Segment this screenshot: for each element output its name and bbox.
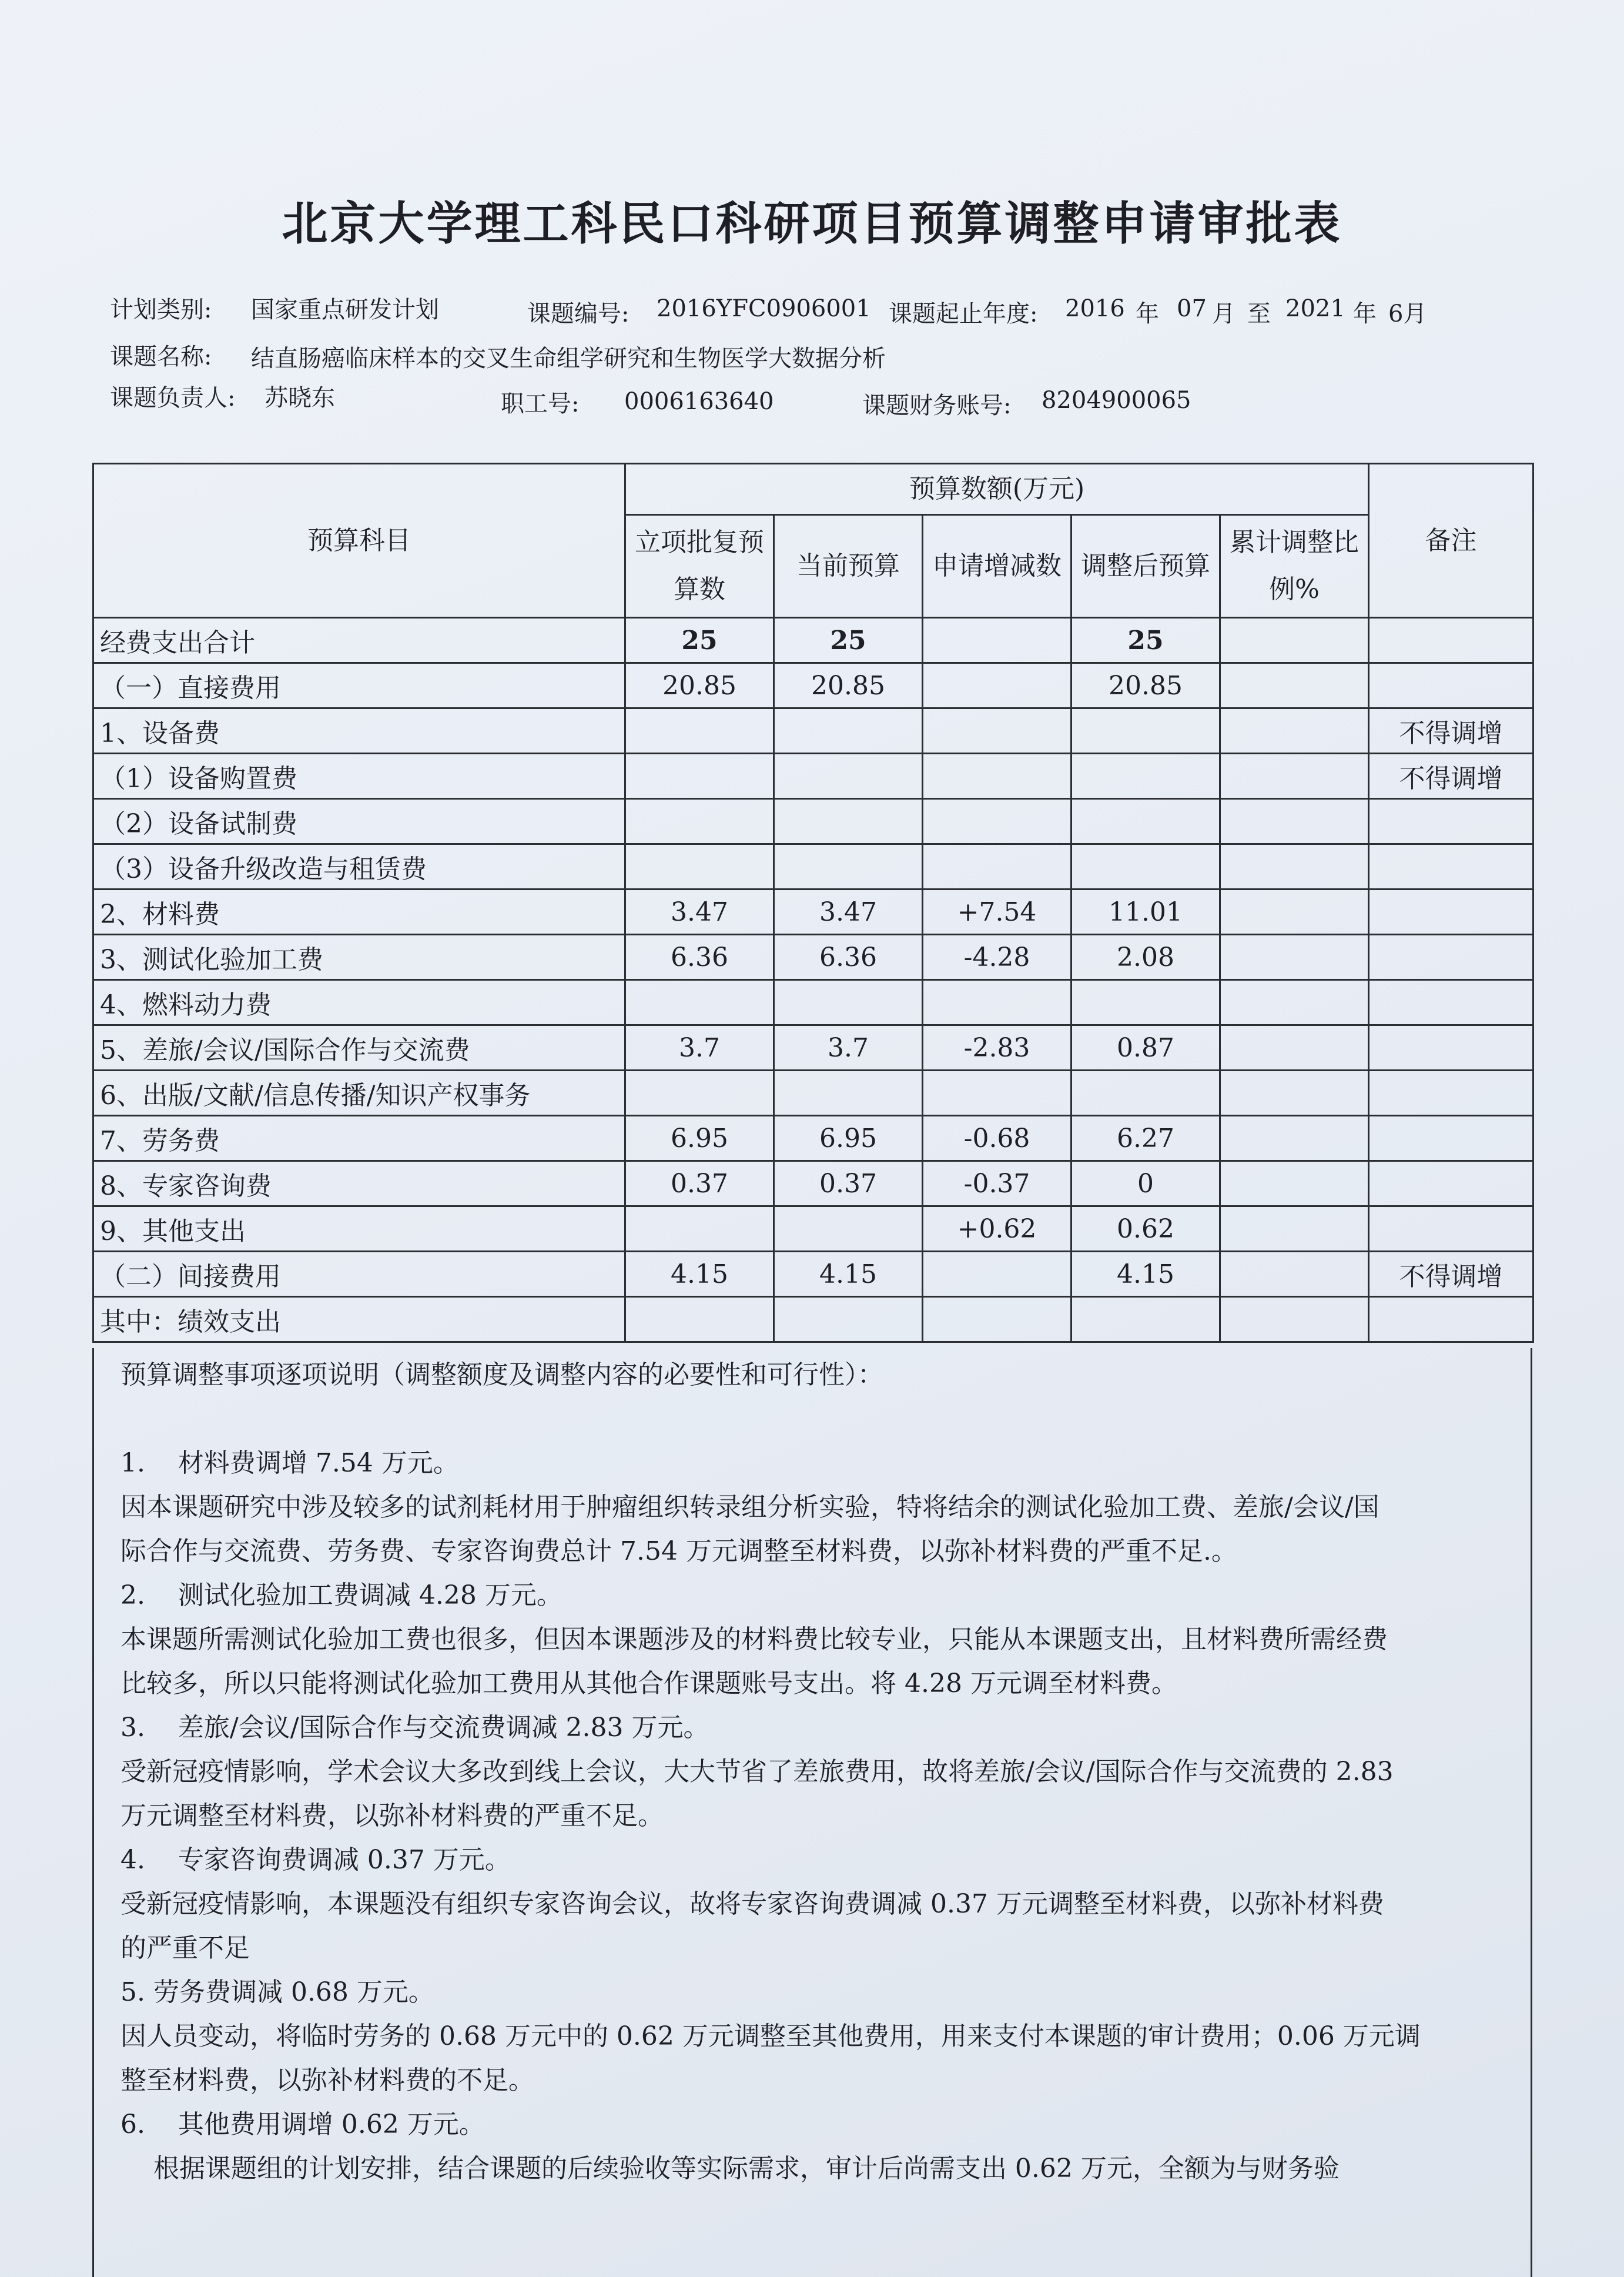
cell-change: -0.37 bbox=[923, 1161, 1071, 1206]
cell-adjusted: 20.85 bbox=[1071, 663, 1220, 708]
cell-adjusted: 6.27 bbox=[1071, 1116, 1220, 1161]
cell-approved bbox=[625, 799, 774, 844]
cell-current bbox=[774, 1297, 923, 1342]
cell-approved bbox=[625, 708, 774, 754]
cell-approved bbox=[625, 1206, 774, 1252]
cell-ratio bbox=[1220, 799, 1369, 844]
cell-adjusted: 25 bbox=[1071, 618, 1220, 663]
cell-change bbox=[923, 980, 1071, 1025]
cell-change: -4.28 bbox=[923, 935, 1071, 980]
cell-adjusted bbox=[1071, 754, 1220, 799]
cell-change bbox=[923, 663, 1071, 708]
cell-adjusted: 0 bbox=[1071, 1161, 1220, 1206]
row-label: 1、设备费 bbox=[93, 708, 625, 754]
explanation-item-body-line: 受新冠疫情影响，学术会议大多改到线上会议，大大节省了差旅费用，故将差旅/会议/国际合作与交流费的 2.83 bbox=[120, 1757, 1394, 1787]
period-label: 课题起止年度: bbox=[889, 300, 1038, 327]
row-label: 3、测试化验加工费 bbox=[93, 935, 625, 980]
header-ratio: 累计调整比例% bbox=[1220, 515, 1369, 618]
cell-note bbox=[1369, 890, 1533, 935]
period-end-month: 6月 bbox=[1388, 300, 1427, 327]
cell-note bbox=[1369, 1161, 1533, 1206]
cell-change: +7.54 bbox=[923, 890, 1071, 935]
cell-note bbox=[1369, 980, 1533, 1025]
leader-value: 苏晓东 bbox=[264, 384, 335, 412]
table-row bbox=[93, 708, 1533, 754]
cell-adjusted bbox=[1071, 1071, 1220, 1116]
cell-change bbox=[923, 1071, 1071, 1116]
header-current: 当前预算 bbox=[774, 515, 923, 618]
explanation-item-body-line: 根据课题组的计划安排，结合课题的后续验收等实际需求，审计后尚需支出 0.62 万元，全额为与财务验 bbox=[120, 2154, 1340, 2184]
cell-approved bbox=[625, 754, 774, 799]
table-row bbox=[93, 1297, 1533, 1342]
explanation-item-body-line: 比较多，所以只能将测试化验加工费用从其他合作课题账号支出。将 4.28 万元调至材料费。 bbox=[120, 1669, 1177, 1698]
budget-table bbox=[92, 463, 1534, 1343]
cell-change: +0.62 bbox=[923, 1206, 1071, 1252]
explanation-item-title: 4. 专家咨询费调减 0.37 万元。 bbox=[120, 1845, 511, 1875]
cell-change: -0.68 bbox=[923, 1116, 1071, 1161]
table-row bbox=[93, 663, 1533, 708]
cell-ratio bbox=[1220, 1025, 1369, 1071]
cell-note: 不得调增 bbox=[1369, 708, 1533, 754]
explanation-item-body-line: 因人员变动，将临时劳务的 0.68 万元中的 0.62 万元调整至其他费用，用来支付本课题的审计费用；0.06 万元调 bbox=[120, 2021, 1421, 2051]
cell-current: 3.47 bbox=[774, 890, 923, 935]
staff-no-label: 职工号: bbox=[501, 390, 580, 417]
cell-change: -2.83 bbox=[923, 1025, 1071, 1071]
header-subject: 预算科目 bbox=[93, 464, 625, 618]
adjustment-explanation bbox=[92, 1348, 1532, 2277]
cell-note bbox=[1369, 1025, 1533, 1071]
leader-label: 课题负责人: bbox=[110, 384, 236, 412]
plan-type-value: 国家重点研发计划 bbox=[251, 296, 439, 323]
cell-ratio bbox=[1220, 663, 1369, 708]
cell-adjusted: 2.08 bbox=[1071, 935, 1220, 980]
period-month-word: 月 bbox=[1212, 300, 1235, 327]
cell-adjusted: 11.01 bbox=[1071, 890, 1220, 935]
header-adjusted: 调整后预算 bbox=[1071, 515, 1220, 618]
explanation-item-title: 5. 劳务费调减 0.68 万元。 bbox=[120, 1977, 434, 2007]
explanation-item-body-line: 受新冠疫情影响，本课题没有组织专家咨询会议，故将专家咨询费调减 0.37 万元调整至材料费，以弥补材料费 bbox=[120, 1889, 1384, 1919]
cell-approved: 4.15 bbox=[625, 1252, 774, 1297]
period-start-month: 07 bbox=[1177, 295, 1207, 322]
cell-adjusted bbox=[1071, 980, 1220, 1025]
cell-ratio bbox=[1220, 1071, 1369, 1116]
page-title: 北京大学理工科民口科研项目预算调整申请审批表 bbox=[282, 198, 1342, 250]
explanation-item-body-line: 的严重不足 bbox=[120, 1933, 250, 1963]
cell-ratio bbox=[1220, 844, 1369, 890]
explanation-item-body-line: 整至材料费，以弥补材料费的不足。 bbox=[120, 2065, 534, 2095]
cell-ratio bbox=[1220, 1206, 1369, 1252]
row-label: 其中：绩效支出 bbox=[93, 1297, 625, 1342]
cell-current: 6.95 bbox=[774, 1116, 923, 1161]
cell-change bbox=[923, 1252, 1071, 1297]
cell-note bbox=[1369, 844, 1533, 890]
row-label: 2、材料费 bbox=[93, 890, 625, 935]
project-no-value: 2016YFC0906001 bbox=[657, 295, 871, 322]
explanation-item-title: 2. 测试化验加工费调减 4.28 万元。 bbox=[120, 1580, 562, 1610]
explanation-item-title: 6. 其他费用调增 0.62 万元。 bbox=[120, 2109, 485, 2139]
cell-approved: 25 bbox=[625, 618, 774, 663]
cell-current bbox=[774, 708, 923, 754]
cell-approved: 6.36 bbox=[625, 935, 774, 980]
table-row bbox=[93, 1116, 1533, 1161]
cell-note bbox=[1369, 1206, 1533, 1252]
cell-change bbox=[923, 1297, 1071, 1342]
period-year-word-1: 年 bbox=[1136, 300, 1159, 327]
cell-approved: 6.95 bbox=[625, 1116, 774, 1161]
table-row bbox=[93, 1025, 1533, 1071]
cell-adjusted bbox=[1071, 1297, 1220, 1342]
cell-ratio bbox=[1220, 618, 1369, 663]
row-label: （二）间接费用 bbox=[93, 1252, 625, 1297]
table-header-row bbox=[93, 464, 1533, 515]
cell-adjusted: 0.87 bbox=[1071, 1025, 1220, 1071]
row-label: 经费支出合计 bbox=[93, 618, 625, 663]
cell-approved: 3.47 bbox=[625, 890, 774, 935]
cell-note: 不得调增 bbox=[1369, 1252, 1533, 1297]
blank-line bbox=[120, 1397, 1507, 1441]
cell-ratio bbox=[1220, 754, 1369, 799]
row-label: 7、劳务费 bbox=[93, 1116, 625, 1161]
cell-ratio bbox=[1220, 1252, 1369, 1297]
account-value: 8204900065 bbox=[1042, 387, 1191, 414]
explanation-item-title: 3. 差旅/会议/国际合作与交流费调减 2.83 万元。 bbox=[120, 1713, 709, 1743]
cell-change bbox=[923, 754, 1071, 799]
row-label: （一）直接费用 bbox=[93, 663, 625, 708]
cell-current: 6.36 bbox=[774, 935, 923, 980]
cell-current bbox=[774, 844, 923, 890]
cell-ratio bbox=[1220, 1297, 1369, 1342]
table-row bbox=[93, 980, 1533, 1025]
budget-body bbox=[93, 618, 1533, 1342]
cell-current: 4.15 bbox=[774, 1252, 923, 1297]
project-name-value: 结直肠癌临床样本的交叉生命组学研究和生物医学大数据分析 bbox=[251, 345, 886, 372]
row-label: 5、差旅/会议/国际合作与交流费 bbox=[93, 1025, 625, 1071]
cell-note bbox=[1369, 1071, 1533, 1116]
explanation-item-body-line: 际合作与交流费、劳务费、专家咨询费总计 7.54 万元调整至材料费，以弥补材料费的严重不足.。 bbox=[120, 1536, 1237, 1566]
cell-change bbox=[923, 618, 1071, 663]
table-row bbox=[93, 935, 1533, 980]
cell-note: 不得调增 bbox=[1369, 754, 1533, 799]
cell-approved bbox=[625, 844, 774, 890]
header-note: 备注 bbox=[1369, 464, 1533, 618]
project-no-label: 课题编号: bbox=[527, 300, 629, 327]
cell-current bbox=[774, 980, 923, 1025]
cell-ratio bbox=[1220, 1116, 1369, 1161]
cell-current: 0.37 bbox=[774, 1161, 923, 1206]
row-label: （3）设备升级改造与租赁费 bbox=[93, 844, 625, 890]
cell-note bbox=[1369, 1116, 1533, 1161]
explanation-item-body-line: 万元调整至材料费，以弥补材料费的严重不足。 bbox=[120, 1801, 664, 1831]
row-label: 9、其他支出 bbox=[93, 1206, 625, 1252]
account-label: 课题财务账号: bbox=[862, 392, 1012, 419]
staff-no-value: 0006163640 bbox=[624, 388, 774, 415]
row-label: （1）设备购置费 bbox=[93, 754, 625, 799]
cell-approved bbox=[625, 980, 774, 1025]
cell-note bbox=[1369, 799, 1533, 844]
period-end-year: 2021 bbox=[1285, 295, 1345, 322]
period-start-year: 2016 bbox=[1065, 295, 1125, 322]
cell-approved bbox=[625, 1297, 774, 1342]
header-amount-group: 预算数额(万元) bbox=[625, 464, 1369, 515]
cell-note bbox=[1369, 1297, 1533, 1342]
row-label: 6、出版/文献/信息传播/知识产权事务 bbox=[93, 1071, 625, 1116]
header-approved: 立项批复预算数 bbox=[625, 515, 774, 618]
table-row bbox=[93, 618, 1533, 663]
cell-current: 20.85 bbox=[774, 663, 923, 708]
cell-current bbox=[774, 1071, 923, 1116]
cell-ratio bbox=[1220, 708, 1369, 754]
cell-change bbox=[923, 799, 1071, 844]
header-change: 申请增减数 bbox=[923, 515, 1071, 618]
row-label: 8、专家咨询费 bbox=[93, 1161, 625, 1206]
cell-change bbox=[923, 708, 1071, 754]
table-row bbox=[93, 844, 1533, 890]
cell-adjusted bbox=[1071, 799, 1220, 844]
period-year-word-2: 年 bbox=[1353, 300, 1377, 327]
cell-note bbox=[1369, 663, 1533, 708]
cell-adjusted bbox=[1071, 708, 1220, 754]
project-name-label: 课题名称: bbox=[110, 343, 212, 370]
table-row bbox=[93, 1161, 1533, 1206]
table-row bbox=[93, 1071, 1533, 1116]
cell-ratio bbox=[1220, 1161, 1369, 1206]
cell-adjusted: 0.62 bbox=[1071, 1206, 1220, 1252]
explanation-item-body-line: 本课题所需测试化验加工费也很多，但因本课题涉及的材料费比较专业，只能从本课题支出，且材料费所需经费 bbox=[120, 1624, 1388, 1654]
table-row bbox=[93, 1206, 1533, 1252]
cell-change bbox=[923, 844, 1071, 890]
row-label: 4、燃料动力费 bbox=[93, 980, 625, 1025]
cell-current: 25 bbox=[774, 618, 923, 663]
plan-type-label: 计划类别: bbox=[110, 296, 212, 323]
cell-ratio bbox=[1220, 935, 1369, 980]
explanation-items bbox=[120, 1441, 1507, 2191]
cell-current bbox=[774, 1206, 923, 1252]
cell-ratio bbox=[1220, 980, 1369, 1025]
period-to-word: 至 bbox=[1247, 300, 1271, 327]
cell-current bbox=[774, 754, 923, 799]
cell-approved bbox=[625, 1071, 774, 1116]
cell-note bbox=[1369, 618, 1533, 663]
cell-ratio bbox=[1220, 890, 1369, 935]
table-row bbox=[93, 1252, 1533, 1297]
cell-adjusted bbox=[1071, 844, 1220, 890]
cell-current: 3.7 bbox=[774, 1025, 923, 1071]
explanation-heading: 预算调整事项逐项说明（调整额度及调整内容的必要性和可行性）： bbox=[120, 1360, 883, 1390]
cell-approved: 3.7 bbox=[625, 1025, 774, 1071]
explanation-item-body-line: 因本课题研究中涉及较多的试剂耗材用于肿瘤组织转录组分析实验，特将结余的测试化验加工费、差旅/会议/国 bbox=[120, 1492, 1379, 1522]
table-row bbox=[93, 754, 1533, 799]
table-row bbox=[93, 890, 1533, 935]
table-row bbox=[93, 799, 1533, 844]
cell-approved: 0.37 bbox=[625, 1161, 774, 1206]
row-label: （2）设备试制费 bbox=[93, 799, 625, 844]
cell-current bbox=[774, 799, 923, 844]
cell-note bbox=[1369, 935, 1533, 980]
explanation-item-title: 1. 材料费调增 7.54 万元。 bbox=[120, 1448, 459, 1478]
cell-adjusted: 4.15 bbox=[1071, 1252, 1220, 1297]
cell-approved: 20.85 bbox=[625, 663, 774, 708]
